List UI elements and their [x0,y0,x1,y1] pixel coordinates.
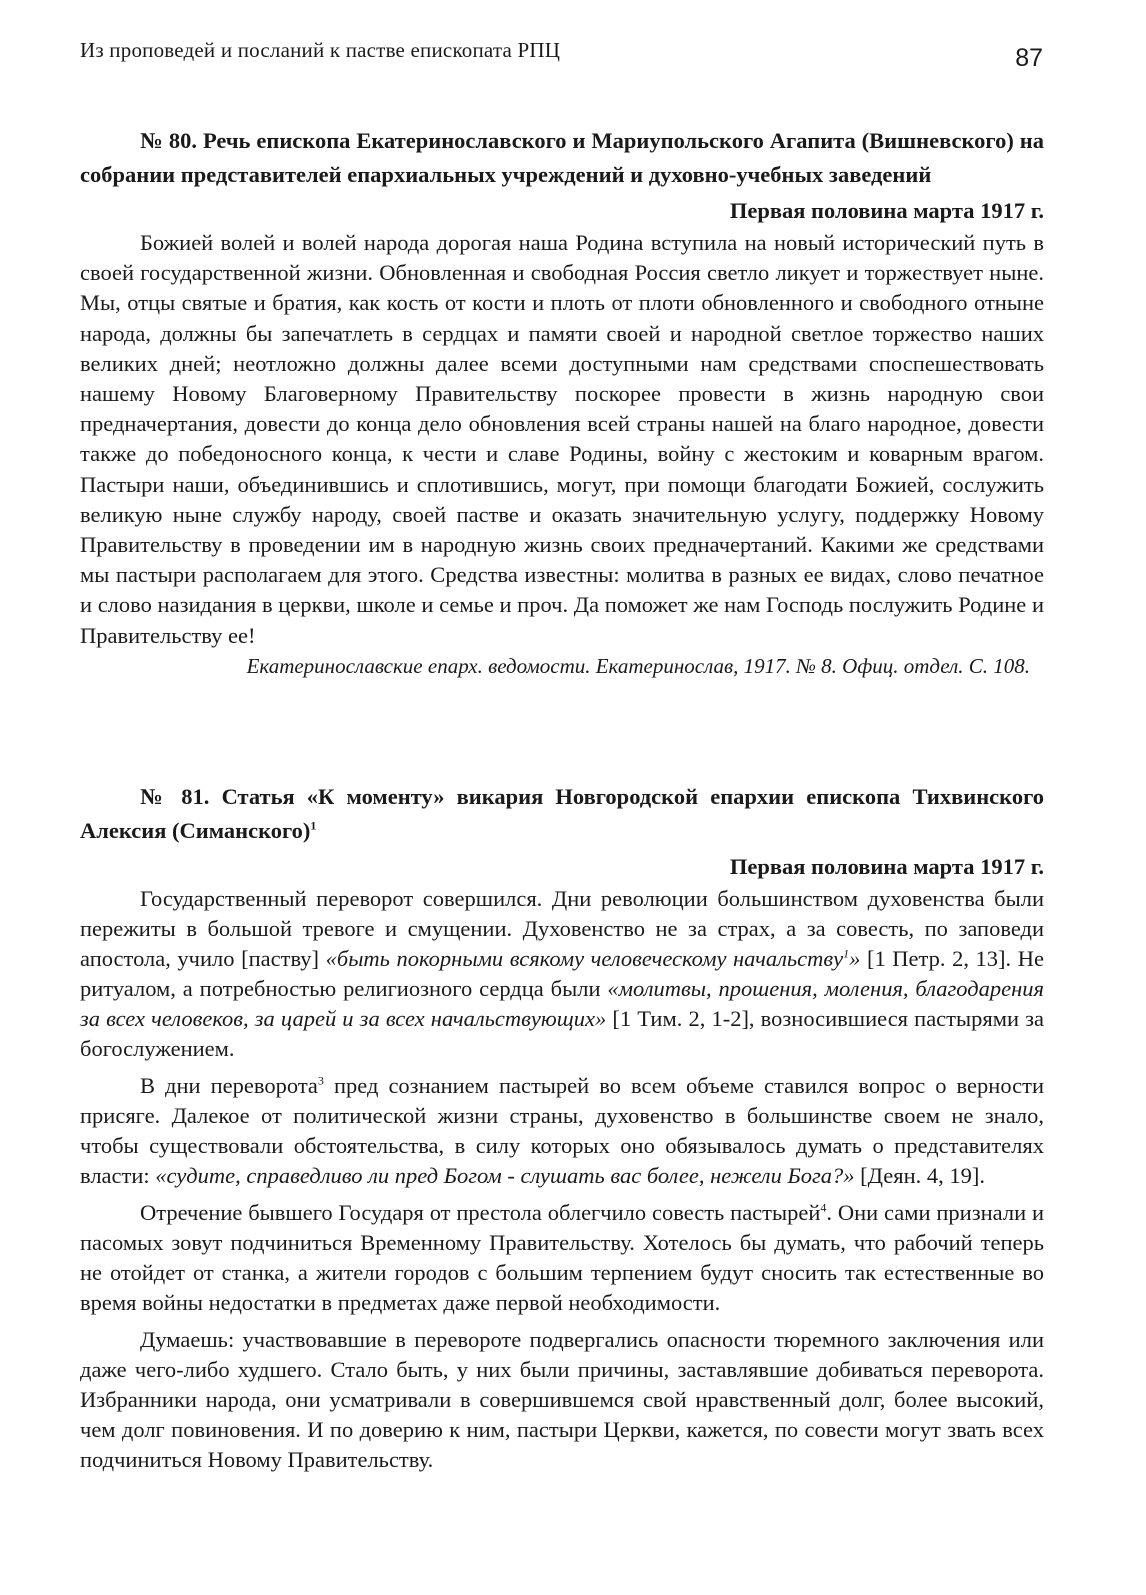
document-80-title: № 80. Речь епископа Екатеринославского и Мариупольского Агапита (Вишневского) на собрании представителей епархиальных учреждений и духовно-учебных заведений [80,128,1044,187]
document-81-paragraph-3 [80,1198,1044,1318]
scripture-quote: «молитвы, прошения, моления, благодарения за всех человеков, за царей и за всех начальствующих» [80,976,1044,1031]
document-81-paragraph-2 [80,1071,1044,1191]
scripture-quote [326,946,861,971]
document-80-paragraph: Божией волей и волей народа дорогая наша Родина вступила на новый исторический путь в своей государственной жизни. Обновленная и свободная Россия светло ликует и торжествует ныне. Мы, отцы святые и братия, как кость от кости и плоть от плоти обновленного и свободного отныне народа, должны бы запечатлеть в сердцах и памяти своей и народной светлое торжество наших великих дней; неотложно должны далее всеми доступными нам средствами споспешествовать нашему Новому Благоверному Правительству поскорее провести в жизнь народную свои предначертания, довести до конца дело обновления всей страны нашей на благо народное, довести также до победоносного конца, к чести и славе Родины, войну с жестоким и коварным врагом. Пастыри наши, объединившись и сплотившись, могут, при помощи благодати Божией, сослужить великую ныне службу народу, своей пастве и оказать значительную услугу, поддержку Новому Правительству в проведении им в народную жизнь своих предначертаний. Какими же средствами мы пастыри располагаем для этого. Средства известны: молитва в разных ее видах, слово печатное и слово назидания в церкви, школе и семье и проч. Да поможет же нам Господь послужить Родине и Правительству ее! [80,230,1044,648]
footnote-marker: 1 [310,818,317,833]
quote-text: «быть покорными всякому человеческому начальству [325,946,844,971]
footnote-marker: 1 [843,946,850,961]
document-80-source: Екатеринославские епарх. ведомости. Екатеринослав, 1917. № 8. Офиц. отдел. С. 108. [246,653,1030,678]
paragraph-text: [Деян. 4, 19]. [854,1163,986,1188]
document-81 [80,780,1044,1475]
paragraph-text: Отречение бывшего Государя от престола облегчило совесть пастырей [140,1200,821,1225]
document-80 [80,124,1044,681]
document-81-paragraph-1 [80,884,1044,1064]
paragraph-text: пред сознанием пастырей во всем объеме ставился вопрос о верности присяге. Далекое от политической жизни страны, духовенство в большинстве своем не знало, чтобы существовали обстоятельства, в силу которых оно обязывалось думать о представителях власти: [80,1073,1044,1188]
running-title: Из проповедей и посланий к пастве епископата РПЦ [80,38,561,62]
paragraph-text: Государственный переворот совершился. Дни революции большинством духовенства были пережиты в большой тревоге и смущении. Духовенство не за страх, а за совесть, по заповеди апостола, учило [паству] [80,886,1044,971]
quote-close: » [849,946,861,971]
document-80-date: Первая половина марта 1917 г. [729,198,1044,223]
document-81-paragraph-4: Думаешь: участвовавшие в перевороте подвергались опасности тюремного заключения или даже чего-либо худшего. Стало быть, у них были причины, заставлявшие добиваться переворота. Избранники народа, они усматривали в совершившемся свой нравственный долг, более высокий, чем долг повиновения. И по доверию к ним, пастыри Церкви, кажется, по совести могут звать всех подчиниться Новому Правительству. [80,1327,1044,1472]
paragraph-text: [1 Петр. 2, 13]. Не ритуалом, а потребностью религиозного сердца были [80,946,1044,1001]
footnote-marker: 4 [820,1200,827,1215]
footnote-marker: 3 [317,1073,324,1088]
document-81-title-text: № 81. Статья «К моменту» викария Новгородской епархии епископа Тихвинского Алексия (Симанского) [80,784,1044,843]
scripture-quote: «судите, справедливо ли пред Богом - слушать вас более, нежели Бога?» [155,1163,855,1188]
paragraph-text: В дни переворота [140,1073,318,1098]
paragraph-text: [1 Тим. 2, 1-2], возносившиеся пастырями за богослужением. [80,1006,1044,1061]
page-number: 87 [1015,44,1043,72]
paragraph-text: . Они сами признали и пасомых зовут подчиниться Временному Правительству. Хотелось бы думать, что рабочий теперь не отойдет от станка, а жители городов с большим терпением будут сносить так естественные во время войны недостатки в предметах даже первой необходимости. [80,1200,1044,1315]
document-81-title [80,780,1044,848]
document-81-date: Первая половина марта 1917 г. [729,854,1044,879]
